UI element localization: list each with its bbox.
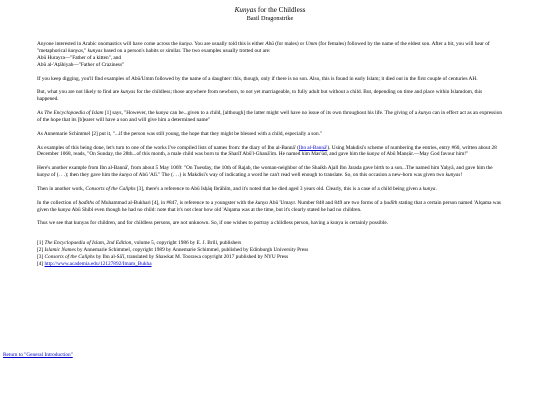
paragraph-hadiths: In the collection of ḥadīths of Muhammad al-Bukhari [4], in #847, is reference to a youngster with the kunya Abū 'Umayr. Number 848 and 849 are two forms of a ḥadīth stating that a certain person named 'Alqama was given the kunya Abū Shibl even though he had no child: note that it's not clear how old 'Alqama was at the time, but it's clearly stated he had no children. <box>37 199 501 213</box>
reference-4: [4] http://www.academia.edu/12127892/Imam_Bukha <box>37 261 152 268</box>
page-title: Kunyas for the Childless <box>234 6 306 14</box>
paragraph-conclusion: Thus we see that kunyas for children, and for childless persons, are not unknown. So, if one wishes to portray a childless person, having a kunya is certainly possible. <box>37 220 388 227</box>
article-body <box>37 41 503 268</box>
reference-2: [2] Islamic Names by Annemarie Schimmel, copyright 1989 by Annemarie Schimmel, published by Edinburgh University Press <box>37 247 309 254</box>
academia-link[interactable]: http://www.academia.edu/12127892/Imam_Bukha <box>44 261 152 268</box>
ibn-al-banna-link[interactable]: Ibn al-Bannā' <box>298 144 328 151</box>
paragraph-diary-example: As examples of this being done, let's turn to one of the works I've compiled lists of names from: the diary of Ibn al-Bannā' (Ibn al-Bannā'). Using Makdisi's scheme of numbering the entries, entry #60, written about 28 December 1068, reads, "On Sunday, the 28th...of this month, a male child was born to the Sharīf Abū'l-Ghanā'im. He named him Mas'ūd, and gave him the kunya of Abū Manṣūr.—May God favour him!" <box>37 144 497 158</box>
references <box>37 240 503 268</box>
paragraph-childless: But, what you are not likely to find are kunyas for the childless; those anywhere from newborn, to not yet marriageable, to fully adult but without a child. But, depending on time and place within Islamdom, this happened. <box>37 89 483 103</box>
paragraph-second-example: Here's another example from Ibn al-Bannā', from about 5 May 1069: "On Tuesday, the 10th of Rajab, the woman-neighbor of the Shaikh Ajall Ibn Jarada gave birth to a son...The named him Yaḥyā, and gave him the kunya of (. . .); then they gave him the kunya of Abū 'Alī." The (. . .) is Makdisi's way of indicating a word he can't read well enough to translate. So, on this occasion a new-born was given two kunyas! <box>37 165 493 179</box>
reference-3: [3] Consorts of the Caliphs by Ibn al-Sā'ī, translated by Shawkat M. Toorawa copyright 2017 published by NYU Press <box>37 254 289 261</box>
header <box>0 6 540 23</box>
return-link[interactable]: Return to "General Introduction" <box>3 352 73 358</box>
example-line-1: Abū Hurayra—"Father of a kitten", and <box>37 54 122 61</box>
paragraph-encyclopaedia: As The Encyclopaedia of Islam [1] says, "However, the kunya can be...given to a child, [although] the latter might well have no issue of its own throughout his life. The giving of a kunya can in effect act as an expression of the hope that its [b]earer will have a son and will give him a determined name" <box>37 110 503 123</box>
paragraph-schimmel: As Annemarie Schimmel [2] put it, "...if the person was still young, the hope that they might be blessed with a child, especially a son." <box>37 130 323 137</box>
reference-1: [1] The Encyclopaedia of Islam, 2nd Edition, volume 5, copyright 1986 by E. J. Brill, publishers <box>37 240 242 247</box>
paragraph-consorts: Then in another work, Consorts of the Caliphs [3], there's a reference to Abū Isḥāq Ibrāhīm, and it's noted that he died aged 3 years old. Clearly, this is a case of a child being given a kunya. <box>37 185 437 192</box>
author: Basil Dragonstrike <box>246 15 294 22</box>
paragraph-intro: Anyone interested in Arabic onomastics will have come across the kunya. You are usually told this is either Abū (for males) or Umm (for females) followed by the name of the eldest son. After a bit, you will hear of "metaphorical kunyas," kunyas based on a person's habits or similar. The two examples usually trotted out are: <box>37 41 490 54</box>
example-line-2: Abū al-'Aṭāhiyah—"Father of Craziness" <box>37 61 125 68</box>
paragraph-daughters: If you keep digging, you'll find examples of Abū/Umm followed by the name of a daughter: this, though, only if there is no son. Also, this is found in early Islam; it died out in the first couple of centuries AH. <box>37 75 478 82</box>
